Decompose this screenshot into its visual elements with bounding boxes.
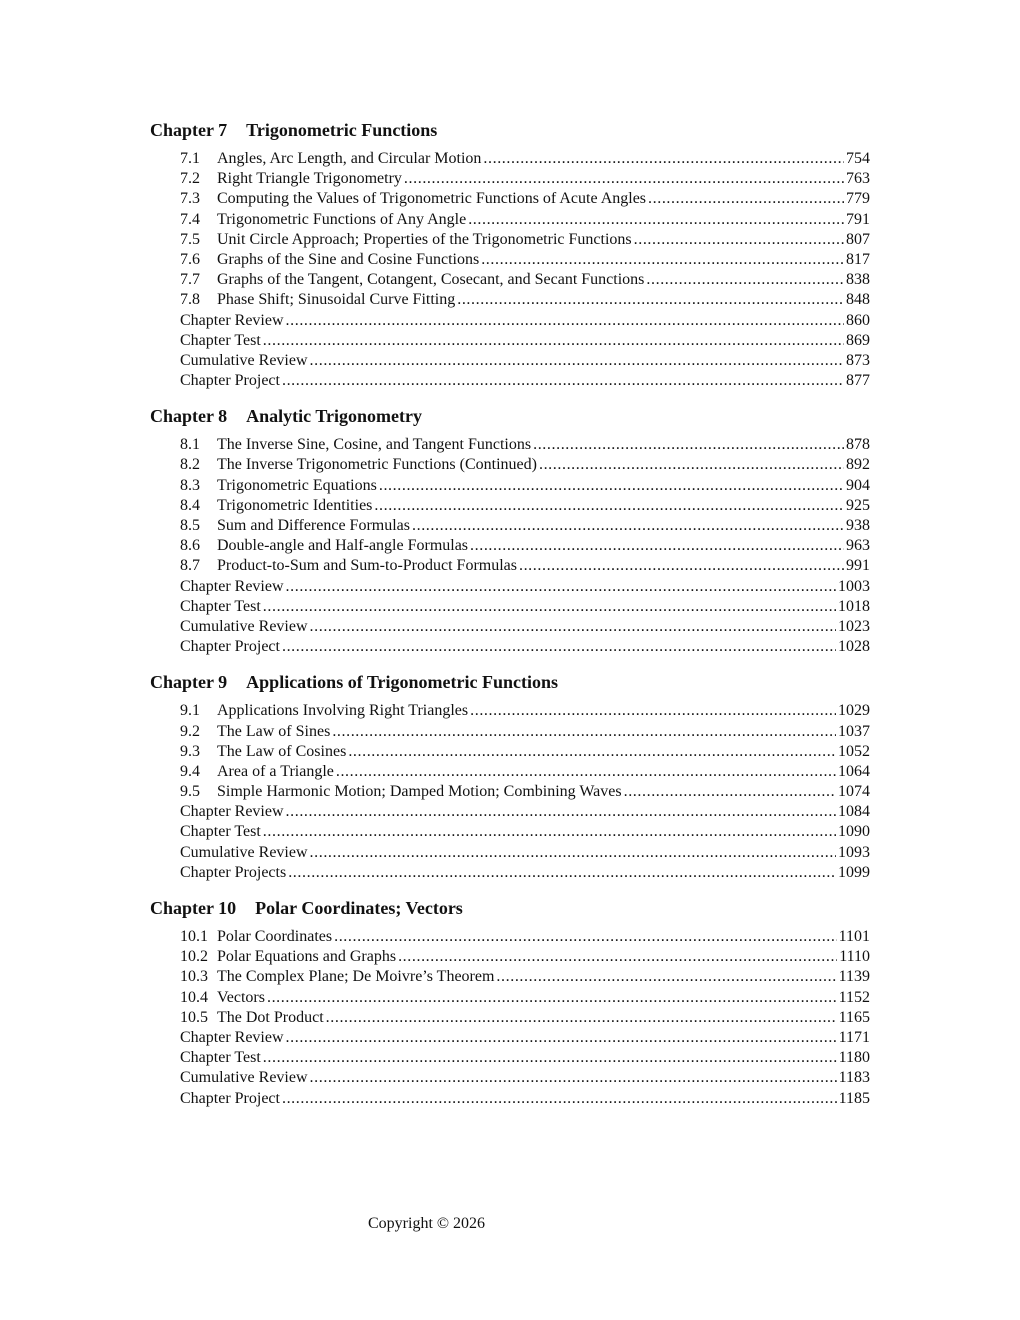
- dot-leader: [288, 863, 836, 883]
- entry-title: Chapter Test: [180, 331, 261, 349]
- page-number: 1099: [838, 863, 870, 881]
- entry-title: The Inverse Trigonometric Functions (Continued): [217, 456, 537, 474]
- toc-entry[interactable]: [180, 762, 870, 782]
- entry-title: The Law of Cosines: [217, 742, 347, 760]
- toc-entry[interactable]: [180, 1089, 870, 1109]
- section-number: 10.5: [180, 1008, 208, 1026]
- section-number: 9.3: [180, 742, 200, 760]
- dot-leader: [624, 782, 836, 802]
- entry-title: Product-to-Sum and Sum-to-Product Formulas: [217, 557, 517, 575]
- dot-leader: [519, 556, 844, 576]
- page-number: 904: [846, 476, 870, 494]
- chapter-title: Analytic Trigonometry: [246, 406, 422, 427]
- toc-entry[interactable]: [180, 617, 870, 637]
- page-number: 892: [846, 456, 870, 474]
- toc-entry[interactable]: [180, 802, 870, 822]
- toc-entry[interactable]: [180, 722, 870, 742]
- page-number: 779: [846, 190, 870, 208]
- page-number: 848: [846, 291, 870, 309]
- page-number: 925: [846, 496, 870, 514]
- dot-leader: [326, 1008, 837, 1028]
- dot-leader: [286, 311, 844, 331]
- section-number: 8.2: [180, 456, 200, 474]
- entry-title: Trigonometric Functions of Any Angle: [217, 210, 467, 228]
- section-number: 9.4: [180, 762, 200, 780]
- dot-leader: [263, 1048, 837, 1068]
- dot-leader: [310, 1068, 837, 1088]
- toc-entry[interactable]: [180, 169, 870, 189]
- dot-leader: [634, 230, 844, 250]
- page-number: 878: [846, 436, 870, 454]
- toc-entry[interactable]: [180, 290, 870, 310]
- entry-title: The Complex Plane; De Moivre’s Theorem: [217, 968, 495, 986]
- section-number: 7.6: [180, 250, 200, 268]
- toc-entry[interactable]: [180, 947, 870, 967]
- toc-entry[interactable]: [180, 863, 870, 883]
- section-number: 9.1: [180, 702, 200, 720]
- dot-leader: [457, 290, 844, 310]
- toc-entry[interactable]: [180, 1028, 870, 1048]
- page-number: 1023: [838, 617, 870, 635]
- toc-entry[interactable]: [180, 455, 870, 475]
- dot-leader: [648, 189, 844, 209]
- toc-entry[interactable]: [180, 822, 870, 842]
- toc-entry[interactable]: [180, 1008, 870, 1028]
- chapter-heading: [150, 670, 870, 694]
- entry-title: Cumulative Review: [180, 617, 308, 635]
- entry-title: Computing the Values of Trigonometric Functions of Acute Angles: [217, 190, 647, 208]
- page-number: 860: [846, 311, 870, 329]
- page-number: 938: [846, 517, 870, 534]
- toc-entry[interactable]: [180, 435, 870, 455]
- entry-title: Chapter Project: [180, 1089, 280, 1107]
- page-number: 1165: [838, 1008, 870, 1026]
- section-number: 10.1: [180, 928, 208, 945]
- dot-leader: [379, 476, 844, 496]
- toc-entry[interactable]: [180, 536, 870, 556]
- page-number: 763: [846, 170, 870, 188]
- page-number: 1139: [838, 968, 870, 986]
- entry-title: Double-angle and Half-angle Formulas: [217, 537, 469, 555]
- dot-leader: [310, 617, 836, 637]
- section-number: 7.2: [180, 170, 200, 188]
- entry-title: Chapter Projects: [180, 863, 287, 881]
- toc-entry[interactable]: [180, 270, 870, 290]
- entry-title: Chapter Test: [180, 1049, 261, 1067]
- chapter-section: [150, 670, 870, 883]
- dot-leader: [286, 577, 836, 597]
- page-number: 873: [846, 351, 870, 369]
- page-number: 791: [846, 210, 870, 228]
- section-number: 8.7: [180, 557, 200, 575]
- entry-title: Unit Circle Approach; Properties of the Trigonometric Functions: [217, 230, 632, 248]
- entry-title: Sum and Difference Formulas: [217, 517, 410, 534]
- entry-title: Chapter Project: [180, 372, 280, 390]
- toc-entry[interactable]: [180, 556, 870, 576]
- dot-leader: [646, 270, 844, 290]
- section-number: 8.5: [180, 517, 200, 534]
- dot-leader: [334, 927, 837, 947]
- page-number: 1090: [838, 823, 870, 841]
- page-number: 838: [846, 271, 870, 289]
- entry-title: Chapter Review: [180, 311, 284, 329]
- entry-title: Chapter Review: [180, 577, 284, 595]
- dot-leader: [336, 762, 836, 782]
- dot-leader: [286, 802, 836, 822]
- dot-leader: [539, 455, 844, 475]
- entry-title: Vectors: [217, 988, 265, 1006]
- toc-entry[interactable]: [180, 1048, 870, 1068]
- section-number: 7.8: [180, 291, 200, 309]
- toc-entry[interactable]: [180, 927, 870, 947]
- page-number: 1052: [838, 742, 870, 760]
- toc-entry[interactable]: [180, 476, 870, 496]
- dot-leader: [310, 843, 836, 863]
- dot-leader: [286, 1028, 837, 1048]
- page-number: 1028: [838, 638, 870, 656]
- toc-entry[interactable]: [180, 597, 870, 617]
- copyright-footer: Copyright © 2026: [368, 1215, 486, 1232]
- section-number: 7.7: [180, 271, 200, 289]
- page-number: 1093: [838, 843, 870, 861]
- chapter-number: Chapter 8: [150, 406, 228, 427]
- section-number: 7.4: [180, 210, 200, 228]
- chapter-section: [150, 118, 870, 391]
- entry-title: Cumulative Review: [180, 1069, 308, 1087]
- entry-title: Polar Coordinates: [217, 928, 333, 945]
- dot-leader: [412, 516, 844, 536]
- chapter-title: Applications of Trigonometric Functions: [246, 672, 559, 693]
- entry-title: Cumulative Review: [180, 843, 308, 861]
- page-number: 1074: [838, 783, 870, 801]
- page-number: 1029: [838, 702, 870, 720]
- section-number: 7.3: [180, 190, 200, 208]
- section-number: 10.2: [180, 948, 208, 966]
- entry-title: Trigonometric Identities: [217, 496, 373, 514]
- chapter-title: Trigonometric Functions: [246, 120, 438, 140]
- page-number: 1171: [838, 1028, 870, 1046]
- section-number: 10.4: [180, 988, 208, 1006]
- chapter-heading: [150, 118, 870, 142]
- page-number: 963: [846, 537, 870, 555]
- chapter-number: Chapter 9: [150, 672, 228, 693]
- page-number: 1064: [838, 762, 870, 780]
- entry-title: Graphs of the Tangent, Cotangent, Cosecant, and Secant Functions: [217, 271, 645, 289]
- page-number: 1180: [838, 1049, 870, 1067]
- entry-title: Polar Equations and Graphs: [217, 948, 397, 966]
- page-number: 991: [846, 557, 870, 575]
- entry-title: Applications Involving Right Triangles: [217, 702, 469, 720]
- entry-title: The Dot Product: [217, 1008, 324, 1026]
- toc-entry[interactable]: [180, 782, 870, 802]
- dot-leader: [468, 210, 844, 230]
- dot-leader: [481, 250, 844, 270]
- toc-entry[interactable]: [180, 637, 870, 657]
- chapter-number: Chapter 10: [150, 898, 237, 918]
- entry-title: Chapter Test: [180, 823, 261, 841]
- page-number: 1101: [838, 928, 870, 945]
- toc-entry[interactable]: [180, 701, 870, 721]
- entry-title: Right Triangle Trigonometry: [217, 170, 402, 188]
- toc-entry[interactable]: [180, 496, 870, 516]
- section-number: 8.3: [180, 476, 200, 494]
- section-number: 10.3: [180, 968, 208, 986]
- page-number: 807: [846, 230, 870, 248]
- toc-entry[interactable]: [180, 230, 870, 250]
- dot-leader: [263, 597, 836, 617]
- entry-title: The Law of Sines: [217, 722, 331, 740]
- dot-leader: [496, 967, 836, 987]
- page-number: 1037: [838, 722, 870, 740]
- dot-leader: [374, 496, 844, 516]
- dot-leader: [398, 947, 837, 967]
- entry-title: Area of a Triangle: [217, 762, 334, 780]
- page-number: 1018: [838, 597, 870, 615]
- page-number: 1185: [838, 1089, 870, 1107]
- section-number: 8.1: [180, 436, 200, 454]
- page-number: 869: [846, 331, 870, 349]
- entry-title: Simple Harmonic Motion; Damped Motion; Combining Waves: [217, 783, 622, 801]
- dot-leader: [282, 371, 844, 391]
- page-number: 1110: [839, 948, 870, 966]
- chapter-section: [150, 896, 870, 1109]
- entry-title: Chapter Project: [180, 638, 280, 656]
- entry-title: Chapter Test: [180, 597, 261, 615]
- page-number: 754: [846, 150, 870, 167]
- section-number: 7.5: [180, 230, 200, 248]
- page-number: 1152: [838, 988, 870, 1006]
- page-number: 1084: [838, 803, 870, 821]
- section-number: 8.4: [180, 496, 200, 514]
- dot-leader: [404, 169, 844, 189]
- page-number: 877: [846, 372, 870, 390]
- dot-leader: [483, 149, 844, 169]
- entry-title: Phase Shift; Sinusoidal Curve Fitting: [217, 291, 456, 309]
- chapter-heading: [150, 404, 870, 428]
- page-number: 817: [846, 250, 870, 268]
- toc-entry[interactable]: [180, 1068, 870, 1088]
- page-number: 1183: [838, 1069, 870, 1087]
- dot-leader: [267, 988, 837, 1008]
- section-number: 9.5: [180, 783, 200, 801]
- chapter-title: Polar Coordinates; Vectors: [255, 898, 463, 918]
- dot-leader: [310, 351, 844, 371]
- dot-leader: [533, 435, 844, 455]
- toc-entry[interactable]: [180, 988, 870, 1008]
- toc-entry[interactable]: [180, 967, 870, 987]
- chapter-heading: [150, 896, 870, 920]
- dot-leader: [263, 331, 844, 351]
- toc-entry[interactable]: [180, 351, 870, 371]
- entry-title: Chapter Review: [180, 803, 284, 821]
- dot-leader: [332, 722, 836, 742]
- entry-title: Graphs of the Sine and Cosine Functions: [217, 250, 480, 268]
- dot-leader: [348, 742, 836, 762]
- entry-title: Cumulative Review: [180, 351, 308, 369]
- toc-entry[interactable]: [180, 577, 870, 597]
- dot-leader: [263, 822, 836, 842]
- dot-leader: [282, 637, 836, 657]
- entry-title: The Inverse Sine, Cosine, and Tangent Functions: [217, 436, 532, 454]
- chapter-section: [150, 404, 870, 657]
- entry-title: Trigonometric Equations: [217, 476, 377, 494]
- entry-title: Chapter Review: [180, 1028, 284, 1046]
- page-number: 1003: [838, 577, 870, 595]
- toc-entry[interactable]: [180, 210, 870, 230]
- section-number: 8.6: [180, 537, 200, 555]
- toc-entry[interactable]: [180, 250, 870, 270]
- toc-entry[interactable]: [180, 371, 870, 391]
- dot-leader: [470, 701, 836, 721]
- toc-entry[interactable]: [180, 189, 870, 209]
- section-number: 9.2: [180, 722, 200, 740]
- toc-entry[interactable]: [180, 843, 870, 863]
- toc-entry[interactable]: [180, 742, 870, 762]
- toc-entry[interactable]: [180, 516, 870, 536]
- toc-entry[interactable]: [180, 311, 870, 331]
- table-of-contents: [150, 118, 870, 1122]
- section-number: 7.1: [180, 150, 200, 167]
- toc-entry[interactable]: [180, 331, 870, 351]
- dot-leader: [470, 536, 844, 556]
- toc-entry[interactable]: [180, 149, 870, 169]
- dot-leader: [282, 1089, 837, 1109]
- entry-title: Angles, Arc Length, and Circular Motion: [217, 150, 482, 167]
- chapter-number: Chapter 7: [150, 120, 228, 140]
